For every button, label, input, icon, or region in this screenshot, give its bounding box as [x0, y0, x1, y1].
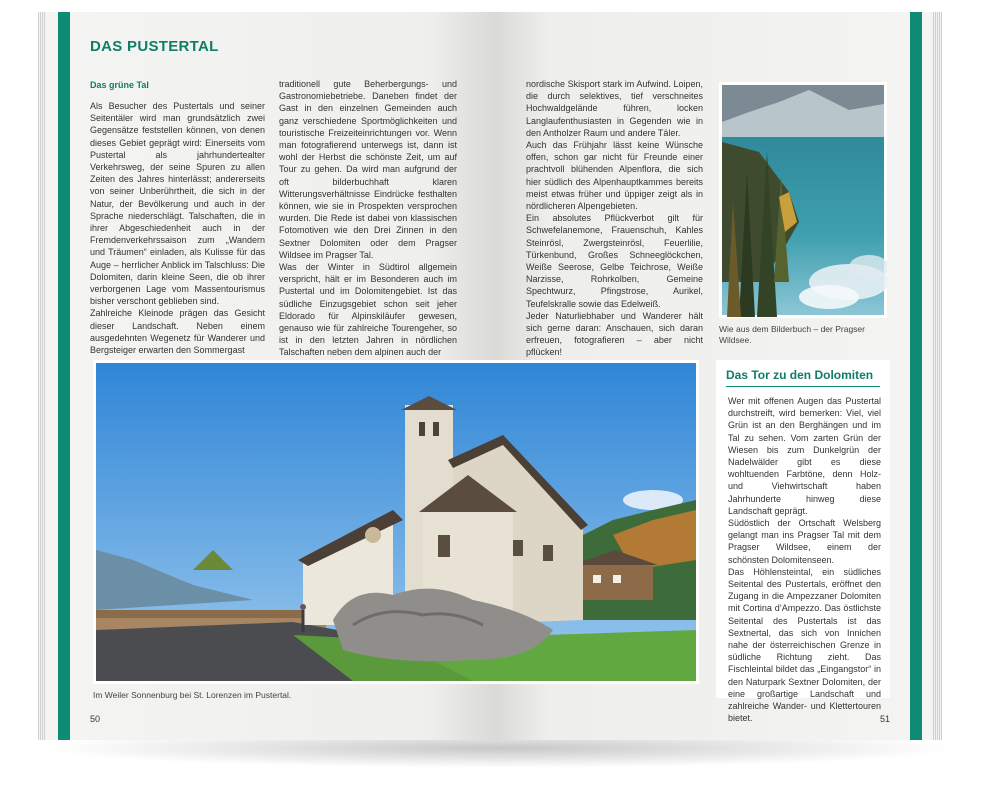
church-photo: [93, 360, 699, 684]
page-edges-right: [932, 12, 942, 740]
section-subheading: Das grüne Tal: [90, 80, 149, 90]
page-number-left: 50: [90, 714, 101, 724]
right-accent-bar: [910, 12, 922, 740]
lake-photo-caption: Wie aus dem Bilderbuch – der Pragser Wildsee.: [719, 324, 865, 345]
paragraph: Jeder Naturliebhaber und Wanderer hält sich gerne daran: Anschauen, sich daran erfreuen, fotografieren – aber nicht pflücken!: [526, 310, 703, 358]
info-box-divider: [726, 386, 880, 387]
church-photo-image: [93, 360, 699, 684]
page-edges-left: [38, 12, 46, 740]
chapter-title: DAS PUSTERTAL: [90, 38, 219, 55]
info-box-title: Das Tor zu den Dolomiten: [726, 368, 874, 382]
lake-photo: [719, 82, 887, 318]
left-accent-bar: [58, 12, 70, 740]
paragraph: Das Höhlensteintal, ein südliches Seitental des Pustertals, eröffnet den Zugang in die Ampezzaner Dolomiten mit Cortina d’Ampezzo. Das östlichste Seitental des Pustertals ist das Sextnertal, das sich von Innichen nahe der österreichischen Grenze in südliche Richtung zieht. Das Fischleintal bildet das „Eingangstor“ in den Naturpark Sextner Dolomiten, der eine großartige Landschaft und zahlreiche Wander- und Klettertouren bietet.: [728, 566, 881, 724]
text-column-3: [526, 78, 703, 359]
paragraph: Was der Winter in Südtirol allgemein verspricht, hält er im Besonderen auch im Pustertal und im Dolomitengebiet. Ist das südliche Einzugsgebiet schon seit jeher Eldorado für Alpinskiläufer gewesen, genauso wie für zahlreiche Tourengeher, so ist in den letzten Jahren in nördlichen Talschaften neben dem alpinen auch der: [279, 262, 457, 358]
text-column-1: [90, 100, 265, 356]
paragraph: Wer mit offenen Augen das Pustertal durchstreift, wird bemerken: Viel, viel Grün ist an den Berghängen und im Tal zu sehen. Vom zarten Grün der Wiesen bis zum Dunkelgrün der Nadelwälder gibt es diese wohltuenden Farbtöne, denn Holz- und Viehwirtschaft haben Jahrhunderte hinweg diese Landschaft geprägt.: [728, 396, 881, 516]
paragraph: traditionell gute Beherbergungs- und Gastronomiebetriebe. Daneben findet der Gast in den einzelnen Gemeinden auch ganz verschiedene Sportmöglichkeiten und touristische Freizeiteinrichtungen vor. Wenn man fotografierend unterwegs ist, dann ist wohl der Herbst die schönste Zeit, um auf Tour zu gehen. Da wird man aufgrund der oft bilderbuchhaft klaren Witterungsverhältnisse Eindrücke festhalten können, wie sie in Prospekten versprochen wurden. Die Rede ist dabei von klassischen Fotomotiven wie den Drei Zinnen in den Sextner Dolomiten oder dem Pragser Wildsee im Pragser Tal.: [279, 79, 457, 260]
text-column-2: [279, 78, 457, 359]
page-number-right: 51: [880, 714, 891, 724]
paragraph: Ein absolutes Pflückverbot gilt für Schwefelanemone, Frauenschuh, Kahles Steinrösl, Zwergsteinrösl, Feuerlilie, Türkenbund, Großes Schneeglöckchen, Weiße Seerose, Gelbe Teichrose, Weiße Narzisse, Rohrkolben, Gemeine Spechtwurz, Pfingstrose, Aurikel, Teufelskralle sowie das Edelweiß.: [526, 213, 703, 309]
paragraph: Auch das Frühjahr lässt keine Wünsche offen, schon gar nicht für Freunde einer prachtvoll blühenden Alpenflora, die sich hier südlich des Alpenhauptkammes bereits meist etwas früher und üppiger zeigt als in nördlicheren Alpengebieten.: [526, 140, 703, 212]
lake-photo-image: [719, 82, 887, 318]
paragraph: Südöstlich der Ortschaft Welsberg gelangt man ins Pragser Tal mit dem Pragser Wildsee, einem der schönsten Dolomitenseen.: [728, 518, 881, 565]
paragraph: Als Besucher des Pustertals und seiner Seitentäler wird man grundsätzlich zwei Gegensätze feststellen können, von denen dieses Gebiet geprägt wird: Einerseits vom Pustertal als jahrhundertealter Verkehrsweg, der seine Spuren zu allen Zeiten des Jahres hinterlässt; andererseits von seiner Unberührtheit, die sich in der Natur, der Bevölkerung und auch in der Sprache niederschlägt. Talschaften, die in ihrer Abgeschiedenheit auch in der Fremdenverkehrssaison zum „Wandern und Träumen“ einladen, als Kulisse für das Auge – herrlicher Anblick im Talschluss: Die Dolomiten, darin kleine Seen, die ob ihrer verborgenen Lage vom Massentourismus bisher verschont geblieben sind.: [90, 101, 265, 307]
church-photo-caption: Im Weiler Sonnenburg bei St. Lorenzen im Pustertal.: [93, 690, 292, 700]
paragraph: Zahlreiche Kleinode prägen das Gesicht dieser Landschaft. Neben einem ausgedehnten Wegenetz für Wanderer und Bergsteiger erwarten den Sommergast: [90, 308, 265, 356]
paragraph: nordische Skisport stark im Aufwind. Loipen, die durch selektives, tief verschneites Hochwaldgelände führen, locken Langlaufenthusiasten in Gegenden wie in den Antholzer Raum und andere Täler.: [526, 79, 703, 138]
info-box-text: [728, 395, 881, 724]
